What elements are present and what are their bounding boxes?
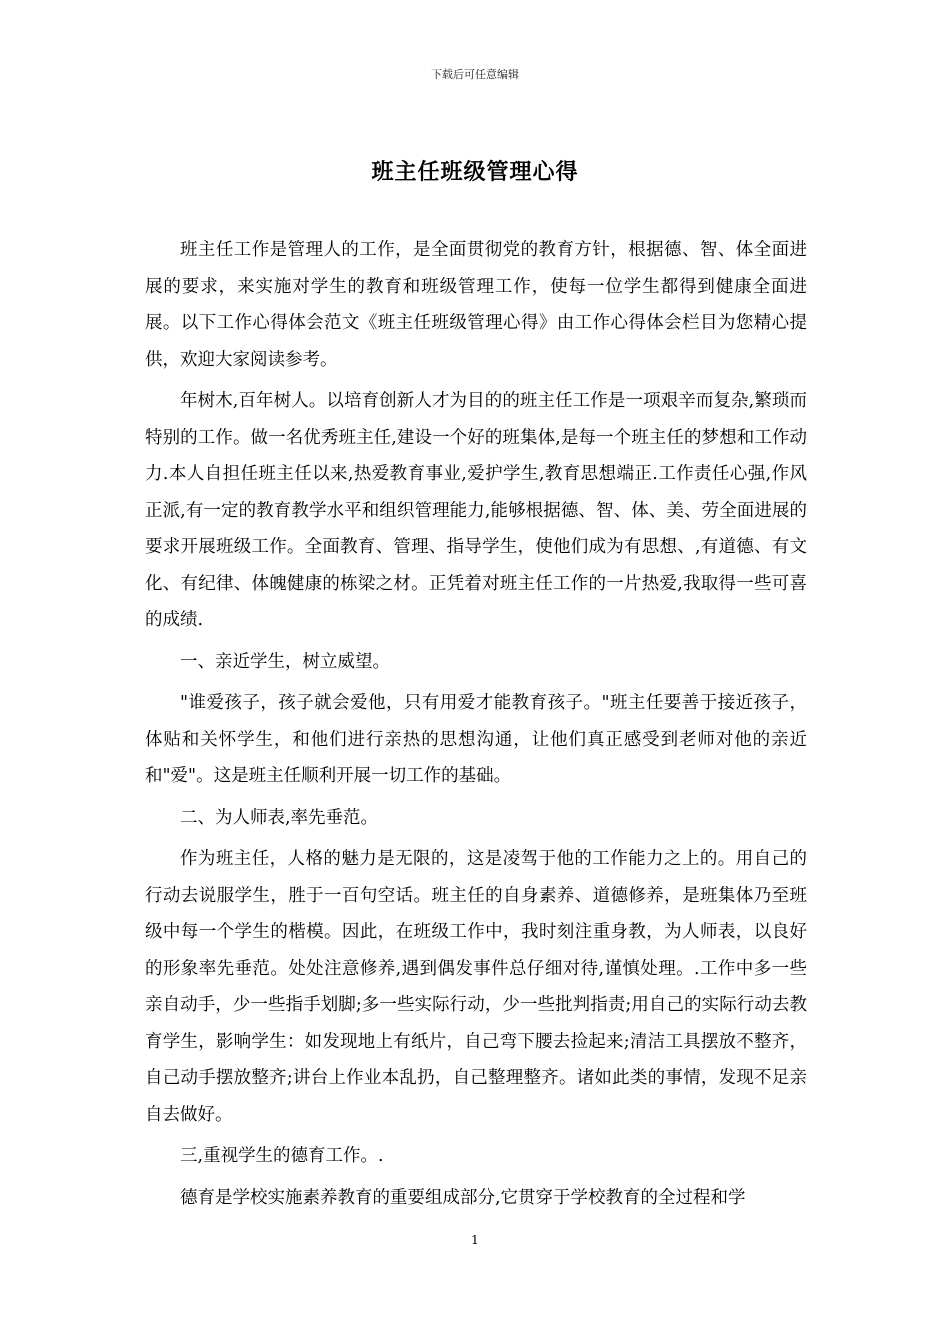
paragraph-section-3: 德育是学校实施素养教育的重要组成部分,它贯穿于学校教育的全过程和学 [180,1187,746,1208]
paragraph-section-1: "谁爱孩子，孩子就会爱他，只有用爱才能教育孩子。"班主任要善于接近孩子，体贴和关怀学生，和他们进行亲热的思想沟通，让他们真正感受到老师对他的亲近和"爱"。这是班主任顺利开展一切工作的基础。 [145,693,807,786]
section-heading-3: 三,重视学生的德育工作。. [180,1146,384,1166]
paragraph-section-2: 作为班主任，人格的魅力是无限的，这是凌驾于他的工作能力之上的。用自己的行动去说服学生，胜于一百句空话。班主任的自身素养、道德修养，是班集体乃至班级中每一个学生的楷模。因此，在班级工作中，我时刻注重身教，为人师表，以良好的形象率先垂范。处处注意修养,遇到偶发事件总仔细对待,谨慎处理。.工作中多一些亲自动手，少一些指手划脚;多一些实际行动，少一些批判指责;用自己的实际行动去教育学生，影响学生：如发现地上有纸片，自己弯下腰去捡起来;清洁工具摆放不整齐，自己动手摆放整齐;讲台上作业本乱扔，自己整理整齐。诸如此类的事情，发现不足亲自去做好。 [145,849,807,1125]
paragraph-intro: 班主任工作是管理人的工作，是全面贯彻党的教育方针，根据德、智、体全面进展的要求，来实施对学生的教育和班级管理工作，使每一位学生都得到健康全面进展。以下工作心得体会范文《班主任班级管理心得》由工作心得体会栏目为您精心提供，欢迎大家阅读参考。 [145,240,807,370]
page-number: 1 [471,1233,479,1247]
paragraph-overview: 年树木,百年树人。以培育创新人才为目的的班主任工作是一项艰辛而复杂,繁琐而特别的工作。做一名优秀班主任,建设一个好的班集体,是每一个班主任的梦想和工作动力.本人自担任班主任以来,热爱教育事业,爱护学生,教育思想端正.工作责任心强,作风正派,有一定的教育教学水平和组织管理能力,能够根据德、智、体、美、劳全面进展的要求开展班级工作。全面教育、管理、指导学生，使他们成为有思想、,有道德、有文化、有纪律、体魄健康的栋梁之材。正凭着对班主任工作的一片热爱,我取得一些可喜的成绩. [145,391,807,630]
document-title: 班主任班级管理心得 [371,159,579,185]
header-note: 下载后可任意编辑 [431,68,519,81]
document-body [145,232,807,1221]
section-heading-2: 二、为人师表,率先垂范。 [180,807,379,828]
section-heading-1: 一、亲近学生，树立威望。 [180,651,390,672]
